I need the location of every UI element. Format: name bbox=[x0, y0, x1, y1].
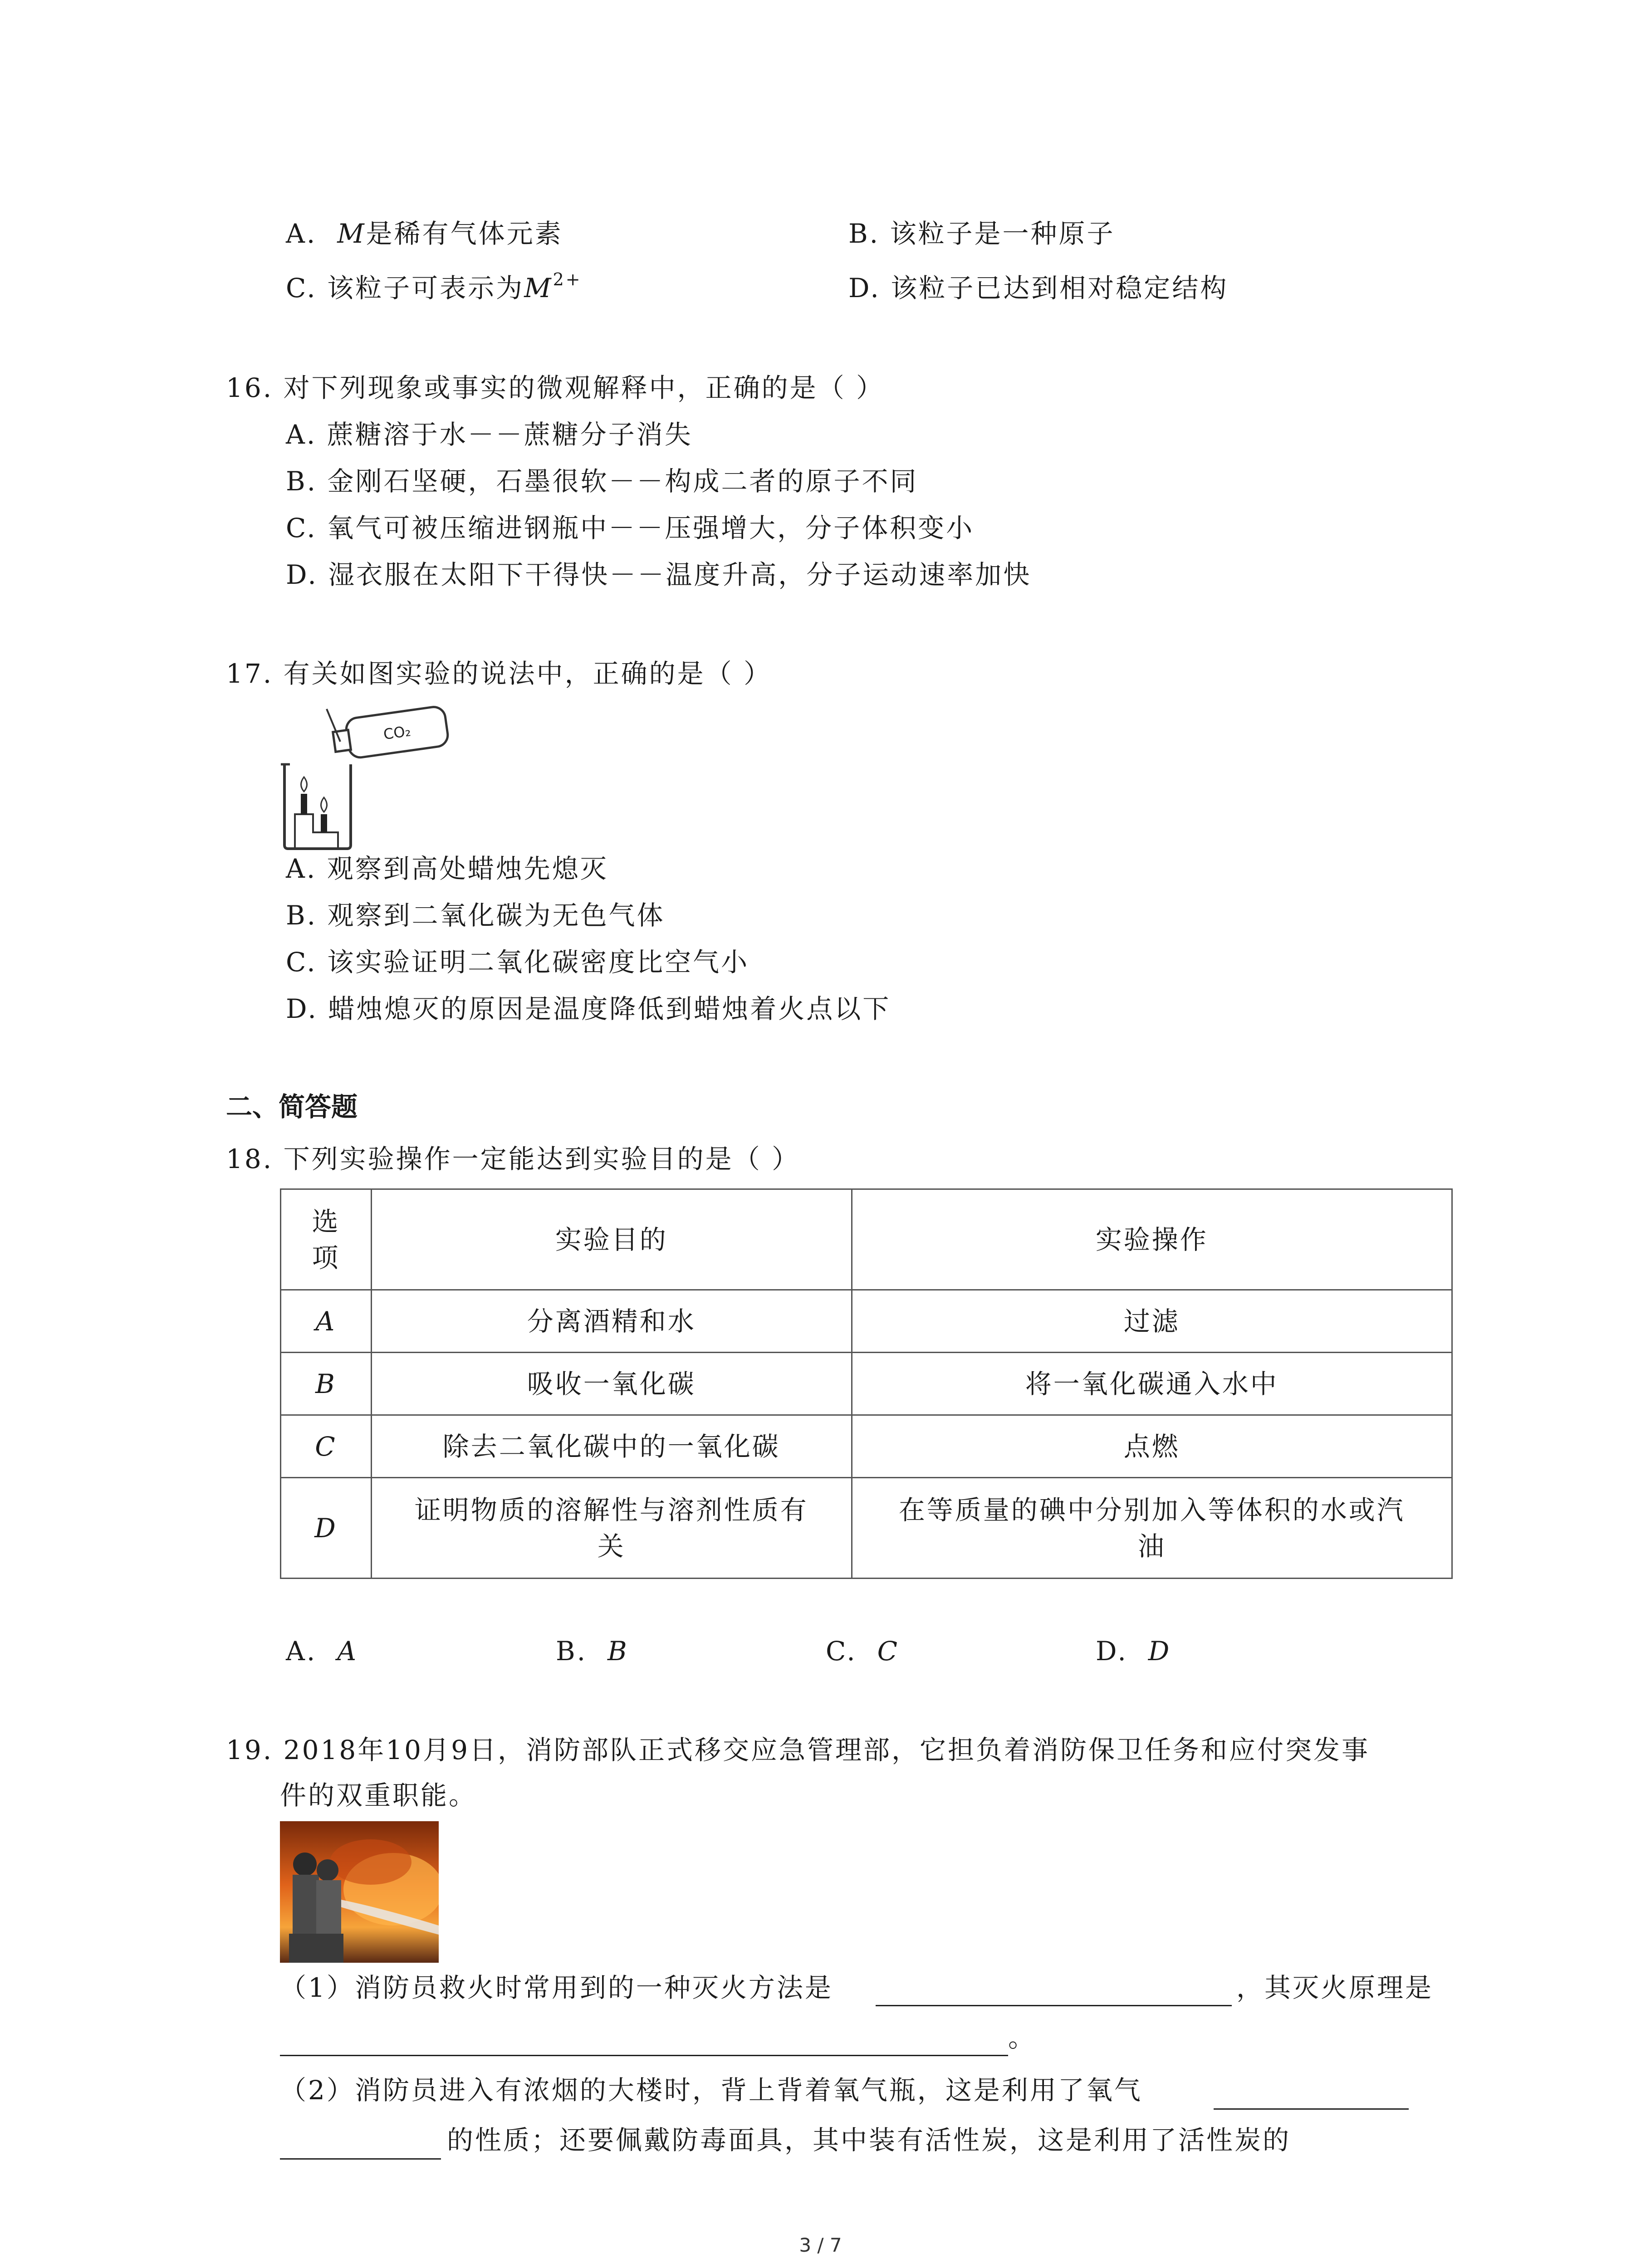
section-heading: 二、简答题 bbox=[226, 1091, 358, 1122]
q19-sub2: （2）消防员进入有浓烟的大楼时，背上背着氧气瓶，这是利用了氧气 bbox=[280, 2075, 1142, 2106]
q18-answer-a: A. A bbox=[286, 1636, 358, 1667]
q19-sub2-line2: 的性质；还要佩戴防毒面具，其中装有活性炭，这是利用了活性炭的 bbox=[447, 2125, 1291, 2156]
table-row: B 吸收一氧化碳 将一氧化碳通入水中 bbox=[281, 1353, 1452, 1415]
q18-answer-c: C. C bbox=[826, 1636, 900, 1667]
header-operation: 实验操作 bbox=[852, 1189, 1452, 1290]
firefighter-body bbox=[293, 1875, 319, 1934]
low-candle-flame bbox=[321, 797, 327, 812]
q15-option-d: D. 该粒子已达到相对稳定结构 bbox=[848, 273, 1229, 303]
high-candle bbox=[301, 794, 307, 814]
q19-sub1: （1）消防员救火时常用到的一种灭火方法是 bbox=[280, 1972, 833, 2003]
q16-option-b: B. 金刚石坚硬，石墨很软－－构成二者的原子不同 bbox=[286, 466, 918, 497]
q19-stem-line2: 件的双重职能。 bbox=[280, 1780, 477, 1811]
q16-option-c: C. 氧气可被压缩进钢瓶中－－压强增大，分子体积变小 bbox=[286, 513, 975, 543]
firefighter-helmet bbox=[293, 1853, 317, 1876]
q15-option-b: B. 该粒子是一种原子 bbox=[848, 218, 1115, 249]
q17-option-b: B. 观察到二氧化碳为无色气体 bbox=[286, 900, 665, 931]
q17-option-a: A. 观察到高处蜡烛先熄灭 bbox=[286, 853, 608, 884]
low-candle bbox=[321, 814, 327, 832]
table-row: A 分离酒精和水 过滤 bbox=[281, 1290, 1452, 1353]
q19-sub1-mid: ，其灭火原理是 bbox=[1236, 1972, 1434, 2003]
header-option: 选 项 bbox=[281, 1189, 372, 1290]
high-candle-flame bbox=[301, 777, 307, 792]
q15-option-a: A. M是稀有气体元素 bbox=[286, 218, 563, 249]
q18-answer-b: B. B bbox=[556, 1636, 629, 1667]
q19-sub1-end: 。 bbox=[1008, 2022, 1037, 2053]
q19-stem-line1: 19. 2018年10月9日，消防部队正式移交应急管理部，它担负着消防保卫任务和应付突发事 bbox=[226, 1735, 1370, 1765]
co2-candle-experiment-diagram bbox=[279, 701, 451, 850]
page-number: 3 / 7 bbox=[799, 2234, 842, 2256]
q16-option-d: D. 湿衣服在太阳下干得快－－温度升高，分子运动速率加快 bbox=[286, 559, 1032, 590]
step-platform bbox=[295, 814, 338, 849]
table-row: C 除去二氧化碳中的一氧化碳 点燃 bbox=[281, 1415, 1452, 1478]
bottle-label: CO₂ bbox=[382, 722, 412, 743]
answer-blank-1[interactable] bbox=[876, 2005, 1232, 2006]
q17-option-d: D. 蜡烛熄灭的原因是温度降低到蜡烛着火点以下 bbox=[286, 993, 891, 1024]
q15-option-c: C. 该粒子可表示为$M^{2+}$ bbox=[286, 269, 582, 303]
q17-stem: 17. 有关如图实验的说法中，正确的是（ ） bbox=[226, 658, 772, 689]
q16-stem: 16. 对下列现象或事实的微观解释中，正确的是（ ） bbox=[226, 372, 885, 403]
answer-blank-3[interactable] bbox=[1214, 2108, 1409, 2110]
q16-option-a: A. 蔗糖溶于水－－蔗糖分子消失 bbox=[286, 419, 693, 450]
bottle-neck bbox=[333, 730, 351, 752]
answer-blank-4[interactable] bbox=[280, 2158, 441, 2160]
q18-answer-d: D. D bbox=[1096, 1636, 1171, 1667]
q18-stem: 18. 下列实验操作一定能达到实验目的是（ ） bbox=[226, 1144, 800, 1174]
firefighters-photo bbox=[280, 1821, 439, 1963]
experiment-table bbox=[280, 1188, 1453, 1579]
table-row: D 证明物质的溶解性与溶剂性质有 关 在等质量的碘中分别加入等体积的水或汽 油 bbox=[281, 1478, 1452, 1579]
header-purpose: 实验目的 bbox=[371, 1189, 852, 1290]
q17-option-c: C. 该实验证明二氧化碳密度比空气小 bbox=[286, 947, 749, 978]
table-header-row bbox=[281, 1189, 1452, 1290]
answer-blank-2[interactable] bbox=[280, 2055, 1008, 2056]
